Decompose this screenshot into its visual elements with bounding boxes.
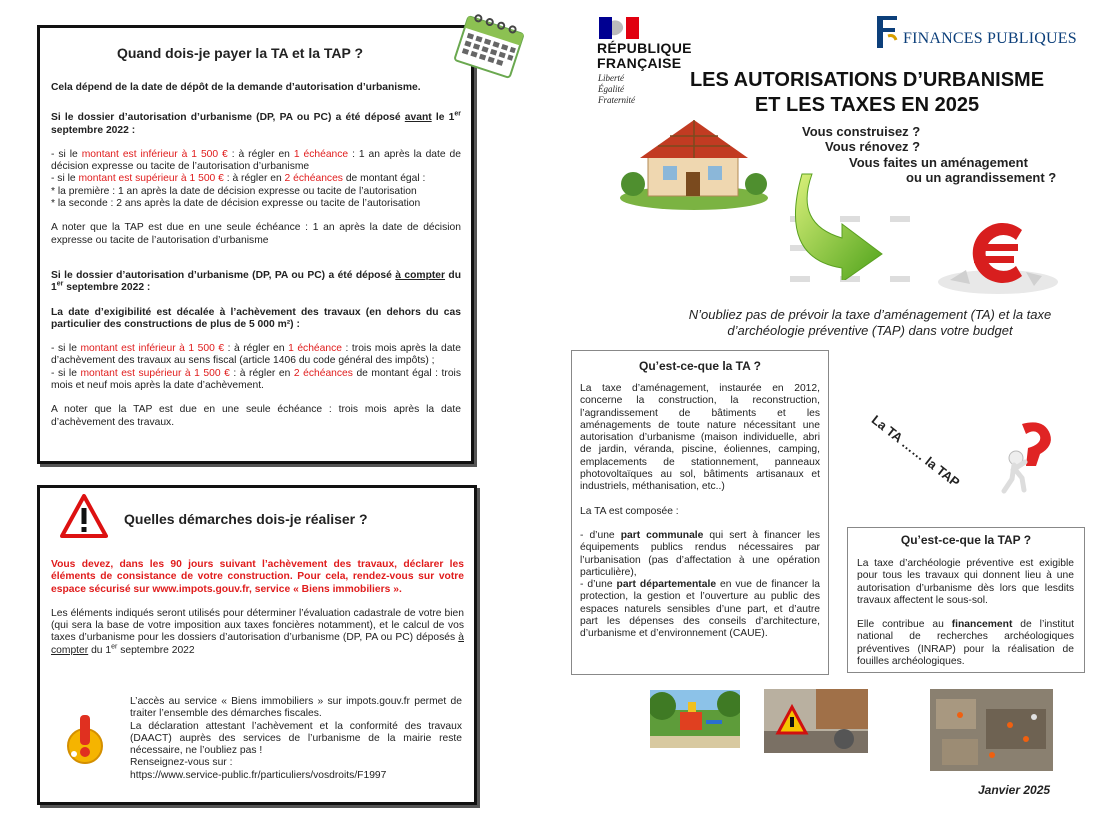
reminder-line-1: N’oubliez pas de prévoir la taxe d’aménagement (TA) et la taxe — [688, 307, 1052, 322]
payment-after-heading: Si le dossier d’autorisation d’urbanisme (DP, PA ou PC) a été déposé à compter du 1er septembre 2022 : — [51, 269, 461, 294]
ta-composition: La TA est composée : — [580, 505, 679, 517]
question-develop: Vous faites un aménagement — [849, 155, 1028, 170]
payment-before-heading: Si le dossier d’autorisation d’urbanisme (DP, PA ou PC) a été déposé avant le 1er septembre 2022 : — [51, 110, 462, 136]
payment-after-one: - si le montant est inférieur à 1 500 € : à régler en 1 échéance : trois mois après la date d’achèvement des travaux au sens fiscal (article 1406 du code général des impôts) ; — [51, 343, 462, 367]
tap-definition: La taxe d’archéologie préventive est exigible pour tous les travaux qui donnent lieu à une autorisation d’urbanisme dès lors que lesdits travaux affectent le sous-sol. — [857, 558, 1074, 606]
tap-box — [847, 527, 1085, 673]
gov-line-1: RÉPUBLIQUE — [597, 40, 692, 56]
payment-before-second: * la seconde : 2 ans après la date de décision expresse ou tacite de l’autorisation — [51, 198, 421, 210]
payment-tap-note-2: A noter que la TAP est due en une seule échéance : trois mois après la date d’achèvement des travaux. — [51, 404, 461, 428]
steps-alert: Vous devez, dans les 90 jours suivant l’achèvement des travaux, déclarer les éléments de consistance de votre construction. Pour cela, rendez-vous sur votre espace sécurisé sur www.impots.gouv.fr, service « Biens immobiliers ». — [51, 559, 464, 595]
steps-tip-link[interactable]: https://www.service-public.fr/particuliers/vosdroits/F1997 — [130, 769, 387, 781]
exclamation-mascot-icon — [60, 710, 110, 766]
slogan: La TA …… la TAP — [868, 412, 963, 490]
gov-line-2: FRANÇAISE — [597, 55, 682, 71]
brand-name: FINANCES PUBLIQUES — [903, 30, 1077, 47]
question-build: Vous construisez ? — [802, 124, 921, 139]
motto-1: Liberté — [598, 73, 624, 83]
motto-2: Égalité — [598, 84, 624, 94]
payment-title: Quand dois-je payer la TA et la TAP ? — [116, 45, 364, 61]
roadwork-photo — [764, 689, 868, 753]
house-illustration — [618, 114, 770, 210]
tap-title: Qu’est-ce-que la TAP ? — [900, 533, 1032, 547]
ta-definition: La taxe d’aménagement, instaurée en 2012, concerne la construction, la reconstruction, l’agrandissement de bâtiments et les aménagements de toute nature nécessitant une autorisation d’urbanisme (maison individuelle, abri de jardin, véranda, piscine, éoliennes, camping, emplacements de stationnement, panneaux photovoltaïques au sol, bâtiments artisanaux et industriels, méthanisation, etc..) — [580, 383, 820, 493]
payment-tap-note-1: A noter que la TAP est due en une seule échéance : 1 an après la date de décision expresse ou tacite de l’autorisation d’urbanisme — [51, 222, 461, 246]
reminder-line-2: d’archéologie préventive (TAP) dans votre budget — [727, 323, 1013, 338]
payment-before-one: - si le montant est inférieur à 1 500 € : à régler en 1 échéance : 1 an après la date de décision expresse ou tacite de l’autorisation d’urbanisme — [51, 148, 462, 173]
steps-title: Quelles démarches dois-je réaliser ? — [124, 511, 368, 527]
steps-tip-1: L’accès au service « Biens immobiliers » sur impots.gouv.fr permet de traiter l’ensemble des démarches fiscales. — [130, 696, 462, 720]
ta-box — [571, 350, 829, 675]
warning-icon — [60, 494, 108, 538]
green-arrow-icon — [790, 170, 890, 280]
motto-3: Fraternité — [598, 95, 635, 105]
tap-funding: Elle contribue au financement de l’institut national de recherches archéologiques préventives (INRAP) pour la réalisation de fouilles archéologiques. — [857, 619, 1074, 668]
marianne-logo — [599, 17, 639, 39]
question-renovate: Vous rénovez ? — [825, 139, 921, 154]
playground-photo — [650, 690, 740, 748]
ta-title: Qu’est-ce-que la TA ? — [638, 359, 761, 373]
payment-after-two: - si le montant est supérieur à 1 500 € : à régler en 2 échéances de montant égal : trois mois et neuf mois après la date d’achèvement. — [51, 367, 461, 392]
excavation-photo — [930, 689, 1053, 771]
steps-tip-2: La déclaration attestant l’achèvement et la conformité des travaux (DAACT) auprès des services de l’urbanisme de la mairie reste nécessaire, ne l’oubliez pas ! — [130, 720, 462, 757]
euro-symbol-icon — [930, 210, 1060, 296]
publication-date: Janvier 2025 — [978, 783, 1051, 797]
payment-before-two: - si le montant est supérieur à 1 500 € : à régler en 2 échéances de montant égal : — [51, 173, 426, 185]
question-mark-figure-icon — [1000, 418, 1060, 494]
finances-logo-icon — [874, 14, 900, 50]
steps-box — [37, 485, 477, 805]
steps-tip-3: Renseignez-vous sur : — [130, 757, 233, 769]
payment-box — [37, 25, 474, 464]
calendar-icon — [450, 14, 528, 80]
ta-departmental-part: - d’une part départementale en vue de financer la protection, la gestion et l’ouverture au public des espaces naturels sensibles d’une part, et d’autre part les dépenses des conseils d’architecture, d’urbanisme et d’environnement (CAUE). — [580, 579, 820, 640]
title-line-1: LES AUTORISATIONS D’URBANISME — [689, 69, 1045, 91]
ta-communal-part: - d’une part communale qui sert à financer les équipements publics rendus nécessaires par l’urbanisation (pas d’affectation à une opération particulière), — [580, 529, 820, 578]
question-extend: ou un agrandissement ? — [906, 170, 1057, 185]
payment-after-delay: La date d’exigibilité est décalée à l’achèvement des travaux (en dehors du cas particulier des constructions de plus de 5 000 m²) : — [51, 306, 461, 330]
steps-usage: Les éléments indiqués seront utilisés pour déterminer l’évaluation cadastrale de votre bien (qui sera la base de votre imposition aux taxes foncières notamment), et le calcul de vos taxes d’urbanisme pour les dossiers d’autorisation d’urbanisme (DP, PA ou PC) déposés à compter du 1er septembre 2022 — [51, 607, 464, 656]
payment-intro: Cela dépend de la date de dépôt de la demande d’autorisation d’urbanisme. — [51, 82, 421, 93]
payment-before-first: * la première : 1 an après la date de décision expresse ou tacite de l’autorisation — [51, 185, 417, 197]
title-line-2: ET LES TAXES EN 2025 — [754, 94, 980, 116]
